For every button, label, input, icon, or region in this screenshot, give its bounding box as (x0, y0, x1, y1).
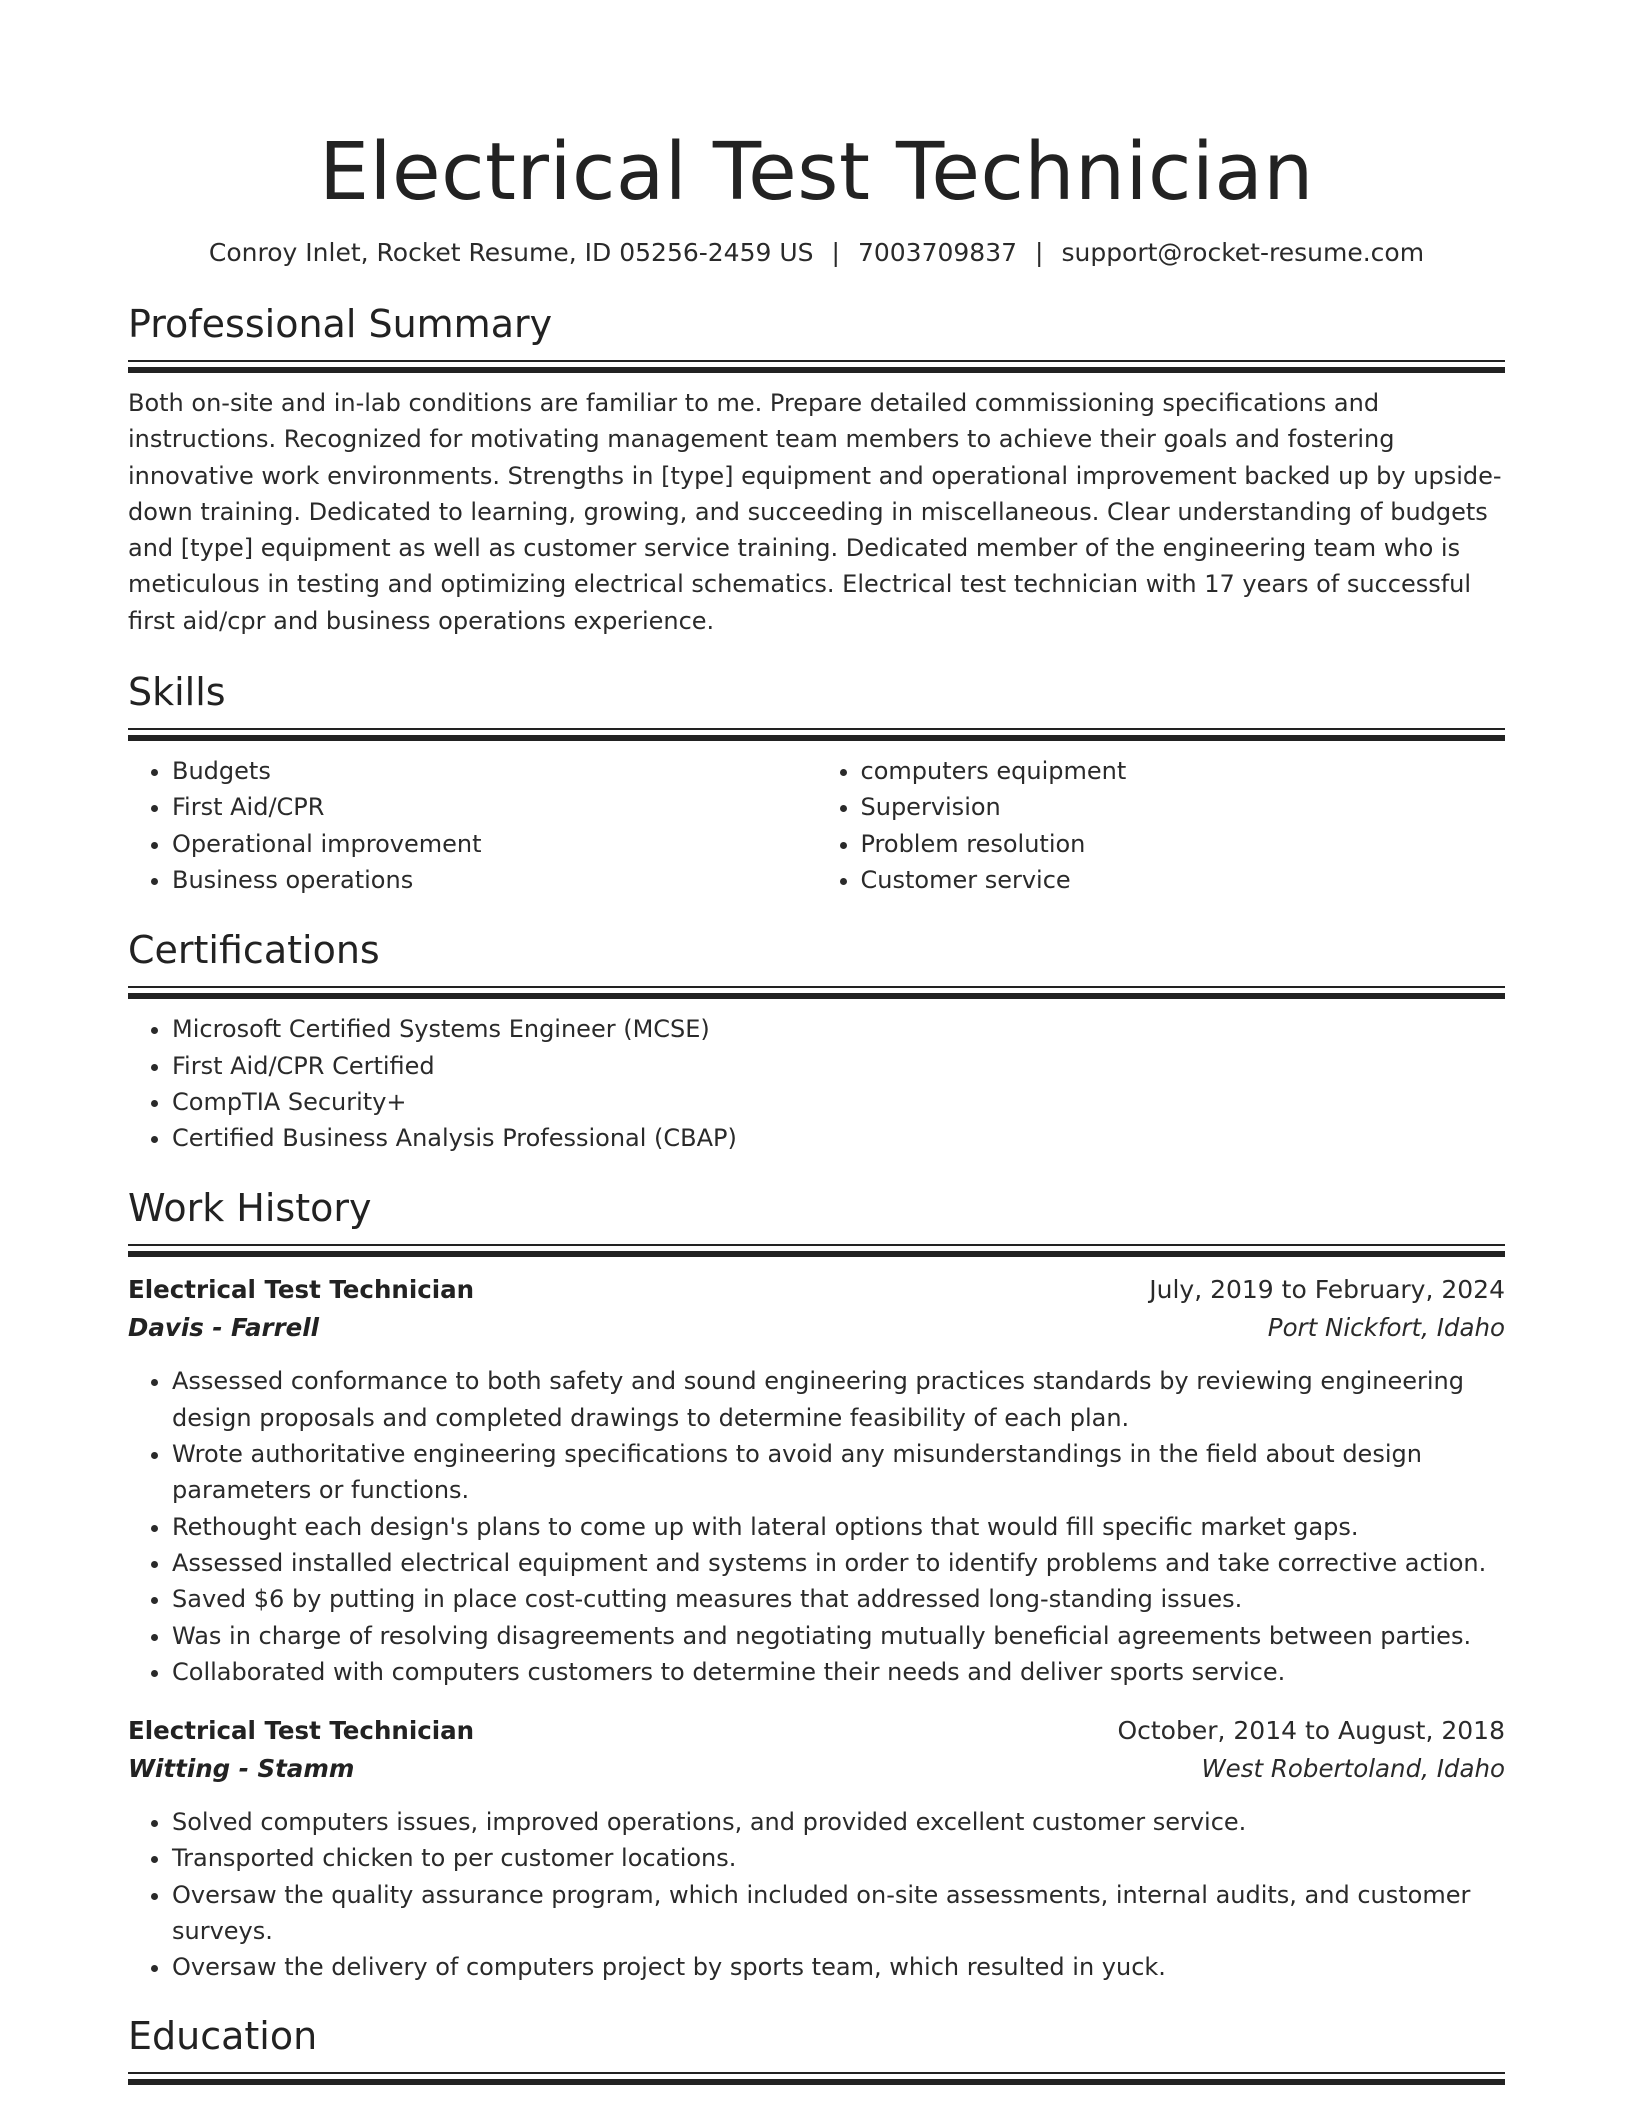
certifications-section (128, 926, 1505, 1156)
job-bullet: • Wrote authoritative engineering specifications to avoid any misunderstandings in the field about design parameters or functions. (172, 1436, 1505, 1509)
job-bullet: • Solved computers issues, improved operations, and provided excellent customer service. (172, 1804, 1505, 1840)
section-title: Work History (128, 1186, 372, 1231)
job-subheader (128, 1309, 1505, 1347)
job-title: Electrical Test Technician (128, 1275, 475, 1305)
section-divider (128, 1244, 1505, 1257)
job-bullet: • Transported chicken to per customer locations. (172, 1840, 1505, 1876)
certification-item: • Microsoft Certified Systems Engineer (MCSE) (172, 1011, 1505, 1047)
separator: | (831, 238, 840, 267)
resume-name: Electrical Test Technician (319, 126, 1314, 218)
job-location: Port Nickfort, Idaho (1267, 1313, 1505, 1343)
section-divider (128, 728, 1505, 741)
address: Conroy Inlet, Rocket Resume, ID 05256-2459 US (208, 238, 814, 267)
section-divider (128, 986, 1505, 999)
job-location: West Robertoland, Idaho (1201, 1754, 1505, 1784)
job-dates: July, 2019 to February, 2024 (1149, 1275, 1505, 1305)
job-bullet: • Was in charge of resolving disagreements and negotiating mutually beneficial agreements between parties. (172, 1618, 1505, 1654)
job-header (128, 1271, 1505, 1309)
skill-item: • computers equipment (861, 753, 1506, 789)
skill-item: • Customer service (861, 862, 1506, 898)
work-history-section (128, 1184, 1505, 1985)
certifications-list (128, 1011, 1505, 1156)
section-title: Skills (128, 670, 226, 715)
summary-text: Both on-site and in-lab conditions are familiar to me. Prepare detailed commissioning specifications and instructions. Recognized for motivating management team members to achieve their goals and fostering innovative work environments. Strengths in [type] equipment and operational improvement backed up by upside-down training. Dedicated to learning, growing, and succeeding in miscellaneous. Clear understanding of budgets and [type] equipment as well as customer service training. Dedicated member of the engineering team who is meticulous in testing and optimizing electrical schematics. Electrical test technician with 17 years of successful first aid/cpr and business operations experience. (128, 389, 1502, 635)
skills-grid (128, 741, 1505, 898)
job-title: Electrical Test Technician (128, 1716, 475, 1746)
job-company: Davis - Farrell (128, 1313, 320, 1343)
section-divider (128, 360, 1505, 373)
job-bullet: • Oversaw the delivery of computers project by sports team, which resulted in yuck. (172, 1949, 1505, 1985)
job-bullet: • Oversaw the quality assurance program, which included on-site assessments, internal audits, and customer surveys. (172, 1877, 1505, 1950)
job-bullet: • Assessed conformance to both safety and sound engineering practices standards by reviewing engineering design proposals and completed drawings to determine feasibility of each plan. (172, 1363, 1505, 1436)
phone: 7003709837 (857, 238, 1018, 267)
skill-item: • Supervision (861, 789, 1506, 825)
job-subheader (128, 1750, 1505, 1788)
section-divider (128, 2072, 1505, 2085)
skill-item: • First Aid/CPR (172, 789, 817, 825)
separator: | (1035, 238, 1044, 267)
email: support@rocket-resume.com (1061, 238, 1425, 267)
skills-section (128, 668, 1505, 898)
job-company: Witting - Stamm (128, 1754, 355, 1784)
skill-item: • Problem resolution (861, 826, 1506, 862)
job-bullet: • Saved $6 by putting in place cost-cutting measures that addressed long-standing issues. (172, 1581, 1505, 1617)
job-bullet: • Collaborated with computers customers to determine their needs and deliver sports service. (172, 1654, 1505, 1690)
job-entry (128, 1712, 1505, 1985)
job-bullet: • Assessed installed electrical equipment and systems in order to identify problems and take corrective action. (172, 1545, 1505, 1581)
section-title: Education (128, 2013, 318, 2058)
job-entry (128, 1271, 1505, 1690)
skills-list-left (128, 753, 817, 898)
skill-item: • Budgets (172, 753, 817, 789)
job-bullets (128, 1804, 1505, 1985)
section-title: Professional Summary (128, 302, 553, 346)
certification-item: • CompTIA Security+ (172, 1084, 1505, 1120)
certification-item: • First Aid/CPR Certified (172, 1048, 1505, 1084)
job-bullets (128, 1363, 1505, 1690)
resume-page (128, 0, 1505, 2085)
certification-item: • Certified Business Analysis Professional (CBAP) (172, 1120, 1505, 1156)
job-bullet: • Rethought each design's plans to come up with lateral options that would fill specific market gaps. (172, 1509, 1505, 1545)
job-header (128, 1712, 1505, 1750)
summary-section (128, 300, 1505, 639)
skills-list-right (817, 753, 1506, 898)
section-title: Certifications (128, 928, 380, 973)
education-section (128, 2012, 1505, 2085)
job-dates: October, 2014 to August, 2018 (1117, 1716, 1505, 1746)
contact-line (128, 236, 1505, 270)
skill-item: • Operational improvement (172, 826, 817, 862)
skill-item: • Business operations (172, 862, 817, 898)
